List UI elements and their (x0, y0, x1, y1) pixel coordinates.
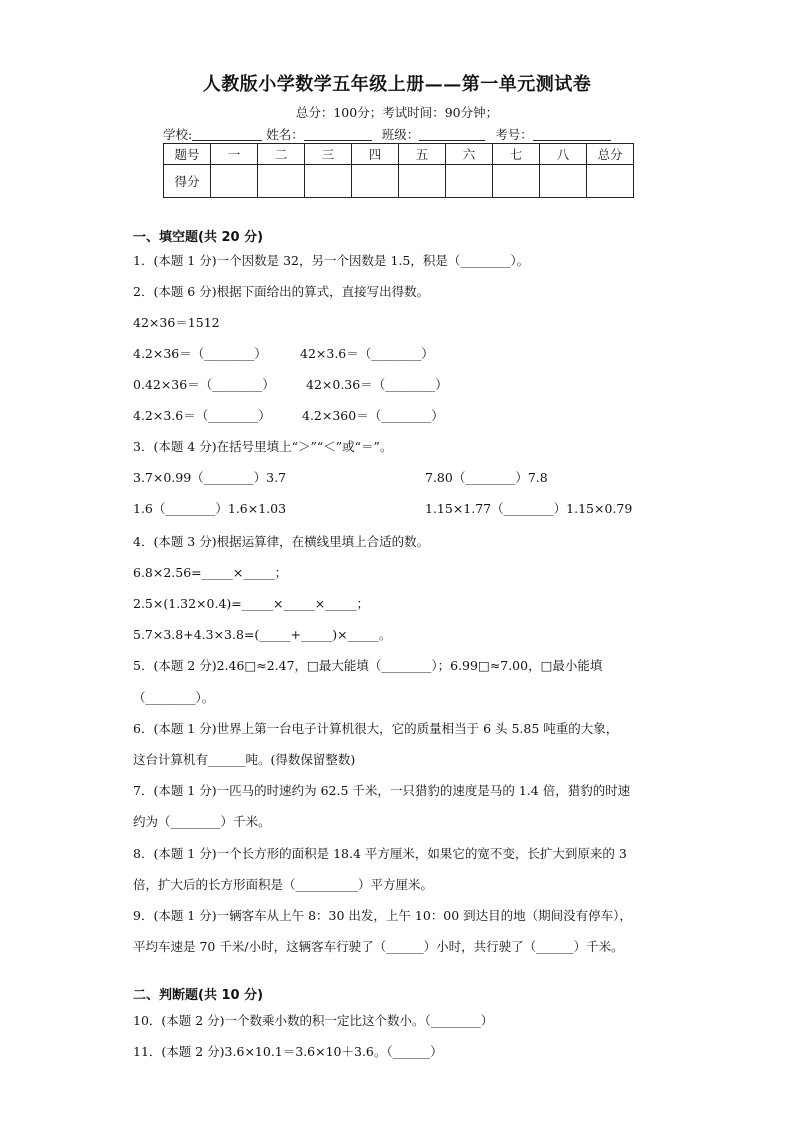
class-field[interactable] (419, 127, 485, 141)
question-3: 3．(本题 4 分)在括号里填上“＞”“＜”或“＝”。 (133, 439, 393, 454)
score-header-cell: 一 (211, 144, 258, 165)
question-5: 5．(本题 2 分)2.46□≈2.47，□最大能填（________）；6.99□≈7.00，□最小能填 (133, 658, 603, 673)
question-2-a: 4.2×36＝（________） (133, 346, 267, 361)
score-cell[interactable] (352, 165, 399, 198)
question-2-c: 0.42×36＝（________） (133, 377, 275, 392)
question-2-given: 42×36＝1512 (133, 315, 220, 330)
score-cell[interactable] (446, 165, 493, 198)
score-row-label: 得分 (164, 165, 211, 198)
question-7: 7．(本题 1 分)一匹马的时速约为 62.5 千米，一只猎豹的速度是马的 1.4 倍，猎豹的时速 (133, 783, 631, 798)
score-header-cell: 二 (258, 144, 305, 165)
question-2-f: 4.2×360＝（________） (302, 408, 444, 423)
question-2: 2．(本题 6 分)根据下面给出的算式，直接写出得数。 (133, 284, 430, 299)
question-9: 9．(本题 1 分)一辆客车从上午 8：30 出发，上午 10：00 到达目的地（期间没有停车）， (133, 908, 632, 923)
name-field[interactable] (304, 127, 372, 141)
question-3-d: 1.15×1.77（________）1.15×0.79 (425, 501, 633, 516)
question-8-cont: 倍，扩大后的长方形面积是（__________）平方厘米。 (133, 877, 434, 892)
question-7-cont: 约为（________）千米。 (133, 814, 271, 829)
question-8: 8．(本题 1 分)一个长方形的面积是 18.4 平方厘米，如果它的宽不变，长扩大到原来的 3 (133, 846, 627, 861)
exam-subtitle: 总分：100分；考试时间：90分钟； (295, 105, 499, 120)
section-heading-fill-in: 一、填空题(共 20 分) (133, 230, 264, 245)
exam-title: 人教版小学数学五年级上册——第一单元测试卷 (202, 74, 592, 95)
question-6-cont: 这台计算机有______吨。(得数保留整数) (133, 752, 356, 767)
question-2-b: 42×3.6＝（________） (300, 346, 434, 361)
score-header-cell: 八 (540, 144, 587, 165)
score-header-cell: 题号 (164, 144, 211, 165)
question-6: 6．(本题 1 分)世界上第一台电子计算机很大，它的质量相当于 6 头 5.85 吨重的大象， (133, 721, 619, 736)
name-label: 姓名： (266, 127, 304, 142)
score-cell[interactable] (493, 165, 540, 198)
question-10: 10．(本题 2 分)一个数乘小数的积一定比这个数小。（________） (133, 1013, 494, 1028)
score-cell[interactable] (587, 165, 634, 198)
school-field[interactable] (192, 127, 262, 141)
question-3-b: 7.80（________）7.8 (425, 470, 548, 485)
section-heading-true-false: 二、判断题(共 10 分) (133, 988, 264, 1003)
student-info-row (163, 125, 611, 143)
score-cell[interactable] (540, 165, 587, 198)
question-2-d: 42×0.36＝（________） (306, 377, 448, 392)
score-header-cell: 总分 (587, 144, 634, 165)
question-4-a: 6.8×2.56=_____×_____； (133, 565, 288, 580)
question-2-e: 4.2×3.6＝（________） (133, 408, 271, 423)
score-cell[interactable] (305, 165, 352, 198)
question-1: 1．(本题 1 分)一个因数是 32，另一个因数是 1.5，积是（________）。 (133, 253, 530, 268)
class-label: 班级： (381, 127, 420, 142)
exam-number-field[interactable] (533, 127, 611, 141)
question-4: 4．(本题 3 分)根据运算律，在横线里填上合适的数。 (133, 534, 430, 549)
question-3-a: 3.7×0.99（________）3.7 (133, 470, 287, 485)
score-cell[interactable] (399, 165, 446, 198)
score-header-cell: 六 (446, 144, 493, 165)
score-cell[interactable] (258, 165, 305, 198)
question-3-c: 1.6（________）1.6×1.03 (133, 501, 287, 516)
score-header-cell: 四 (352, 144, 399, 165)
question-9-cont: 平均车速是 70 千米/小时，这辆客车行驶了（______）小时，共行驶了（______）千米。 (133, 939, 624, 954)
school-label: 学校: (163, 127, 193, 142)
score-header-cell: 三 (305, 144, 352, 165)
question-5-cont: （________）。 (133, 690, 215, 705)
exam-number-label: 考号： (495, 127, 533, 142)
question-4-c: 5.7×3.8+4.3×3.8=(_____+_____)×_____。 (133, 627, 392, 642)
score-header-cell: 七 (493, 144, 540, 165)
score-table (163, 143, 634, 198)
question-4-b: 2.5×(1.32×0.4)=_____×_____×_____； (133, 596, 369, 611)
score-header-cell: 五 (399, 144, 446, 165)
score-cell[interactable] (211, 165, 258, 198)
question-11: 11．(本题 2 分)3.6×10.1＝3.6×10＋3.6。（______） (133, 1044, 443, 1059)
